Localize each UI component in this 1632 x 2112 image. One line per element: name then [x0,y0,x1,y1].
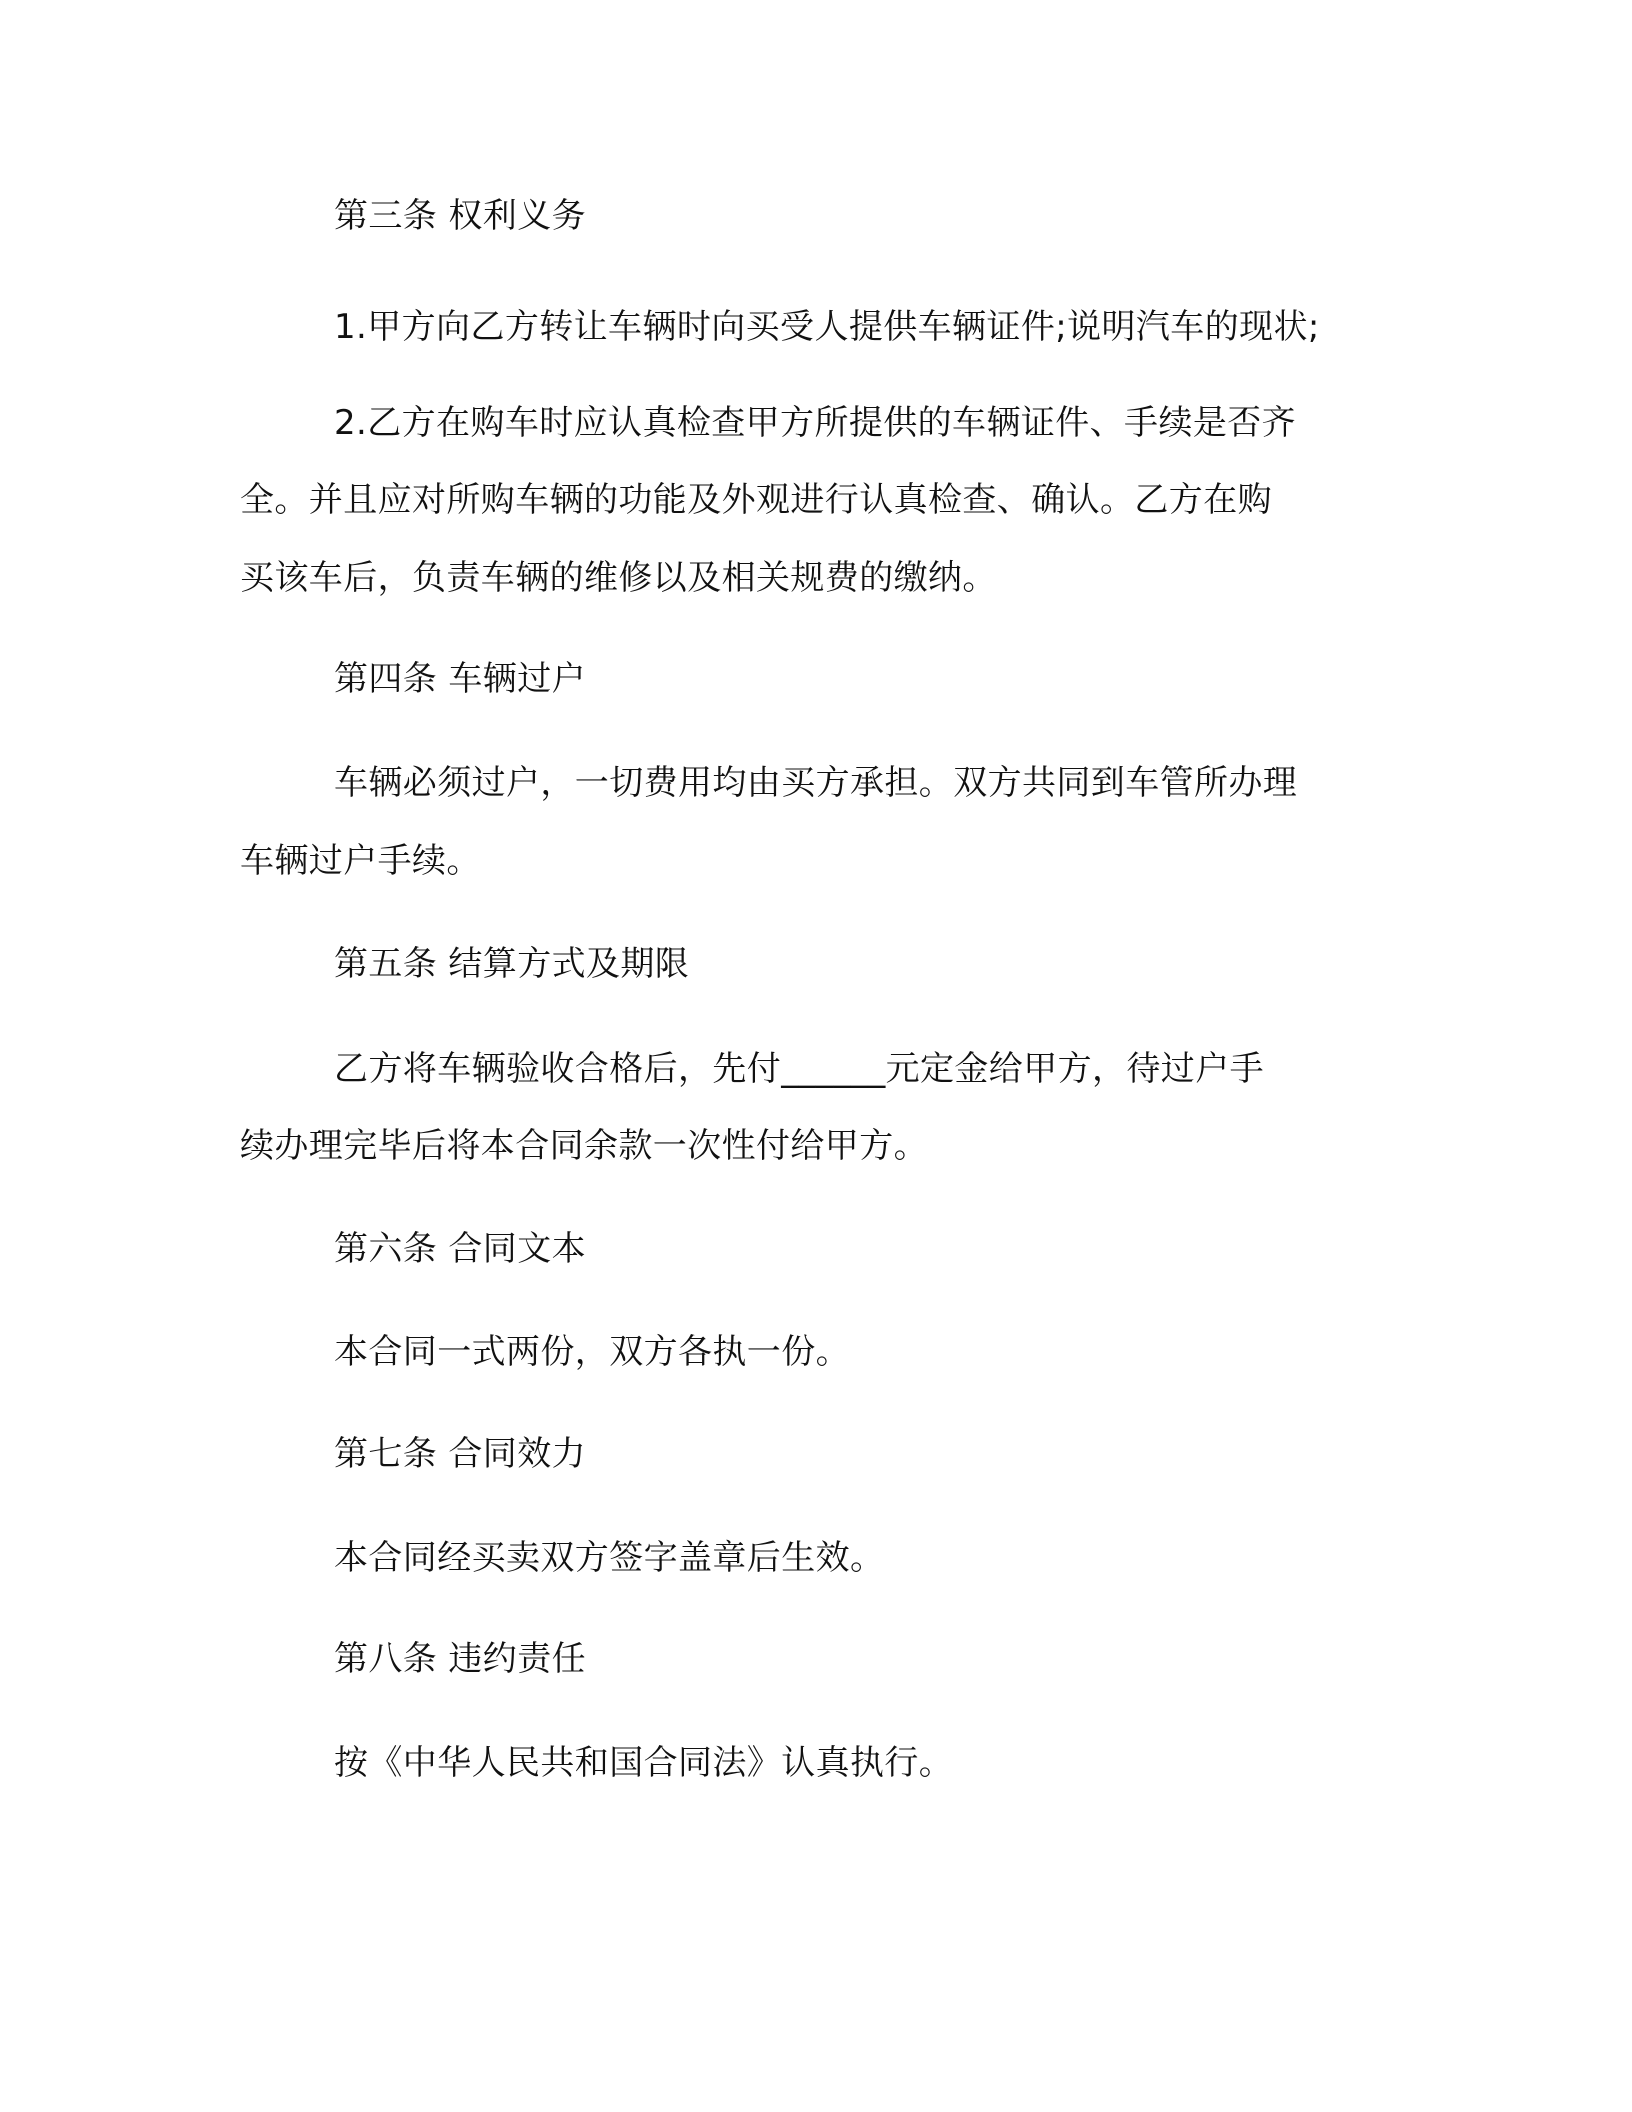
section-heading-8: 第八条 违约责任 [334,1639,587,1679]
paragraph-line: 2.乙方在购车时应认真检查甲方所提供的车辆证件、手续是否齐 [334,403,1297,443]
paragraph-line: 续办理完毕后将本合同余款一次性付给甲方。 [240,1126,928,1166]
paragraph-line: 按《中华人民共和国合同法》认真执行。 [334,1743,954,1783]
paragraph-line: 乙方将车辆验收合格后，先付______元定金给甲方，待过户手 [334,1049,1264,1089]
paragraph-line: 本合同经买卖双方签字盖章后生效。 [334,1538,885,1578]
paragraph-line: 1.甲方向乙方转让车辆时向买受人提供车辆证件;说明汽车的现状; [334,307,1320,347]
paragraph-line: 车辆必须过户，一切费用均由买方承担。双方共同到车管所办理 [334,763,1298,803]
section-heading-6: 第六条 合同文本 [334,1229,587,1269]
section-heading-5: 第五条 结算方式及期限 [334,944,690,984]
paragraph-line: 买该车后，负责车辆的维修以及相关规费的缴纳。 [240,558,997,598]
paragraph-line: 车辆过户手续。 [240,841,481,881]
section-heading-7: 第七条 合同效力 [334,1434,587,1474]
section-heading-3: 第三条 权利义务 [334,196,587,236]
paragraph-line: 全。并且应对所购车辆的功能及外观进行认真检查、确认。乙方在购 [240,480,1272,520]
section-heading-4: 第四条 车辆过户 [334,659,587,699]
paragraph-line: 本合同一式两份，双方各执一份。 [334,1332,850,1372]
